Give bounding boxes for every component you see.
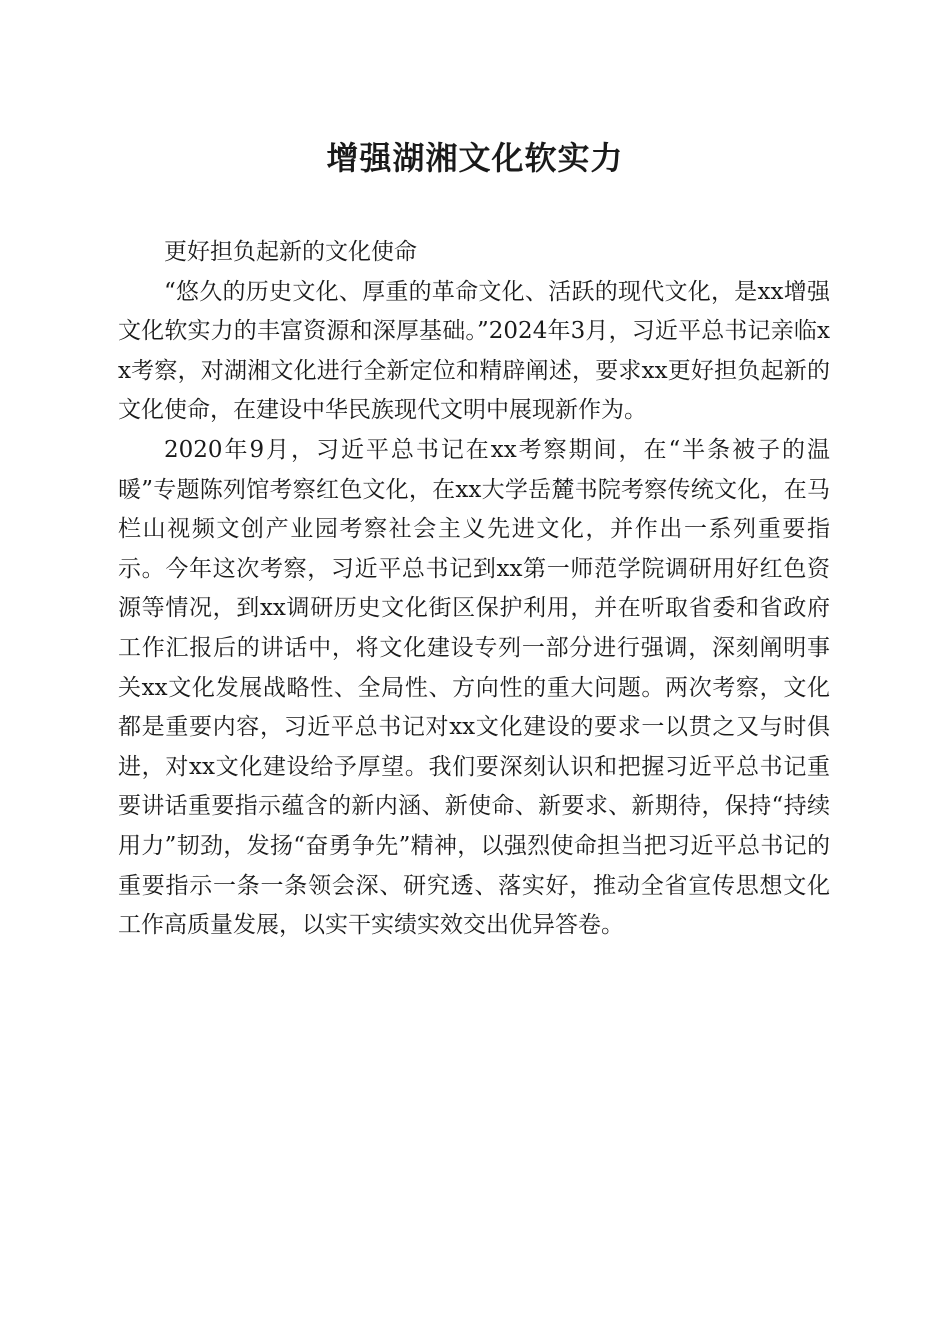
paragraph-intro: “悠久的历史文化、厚重的革命文化、活跃的现代文化，是xx增强文化软实力的丰富资源和深厚基础。”2024年3月，习近平总书记亲临xx考察，对湖湘文化进行全新定位和精辟阐述，要求xx更好担负起新的文化使命，在建设中华民族现代文明中展现新作为。 xyxy=(118,278,830,424)
section-subheading: 更好担负起新的文化使命 xyxy=(164,239,417,265)
paragraph-main: 2020年9月，习近平总书记在xx考察期间，在“半条被子的温暖”专题陈列馆考察红色文化，在xx大学岳麓书院考察传统文化，在马栏山视频文创产业园考察社会主义先进文化，并作出一系列重要指示。今年这次考察，习近平总书记到xx第一师范学院调研用好红色资源等情况，到xx调研历史文化街区保护利用，并在听取省委和省政府工作汇报后的讲话中，将文化建设专列一部分进行强调，深刻阐明事关xx文化发展战略性、全局性、方向性的重大问题。两次考察，文化都是重要内容，习近平总书记对xx文化建设的要求一以贯之又与时俱进，对xx文化建设给予厚望。我们要深刻认识和把握习近平总书记重要讲话重要指示蕴含的新内涵、新使命、新要求、新期待，保持“持续用力”韧劲，发扬“奋勇争先”精神，以强烈使命担当把习近平总书记的重要指示一条一条领会深、研究透、落实好，推动全省宣传思想文化工作高质量发展，以实干实绩实效交出优异答卷。 xyxy=(118,436,830,939)
document-body xyxy=(118,233,830,946)
document-title: 增强湖湘文化软实力 xyxy=(326,139,624,177)
